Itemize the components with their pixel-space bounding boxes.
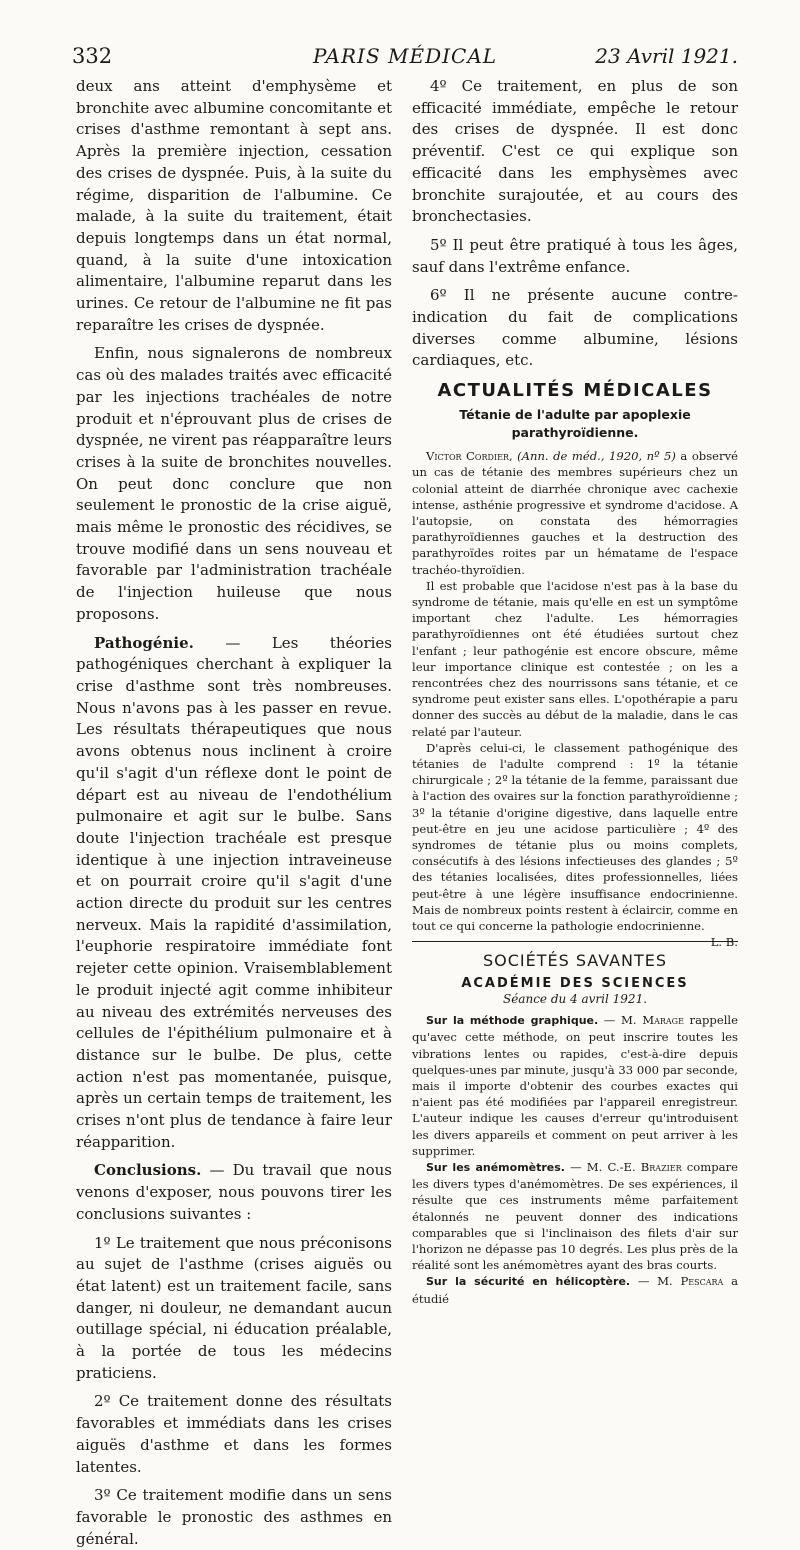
session-date: Séance du 4 avril 1921.	[502, 992, 648, 1007]
conclusion-4: 4º Ce traitement, en plus de son efficacité immédiate, empêche le retour des crises de dyspnée. Il est donc préventif. C'est ce qui explique son efficacité dans les emphysèmes avec bronchite surajoutée, et au cours des bronchectasies.	[412, 77, 738, 226]
section-heading-societes: SOCIÉTÉS SAVANTES	[482, 951, 668, 971]
conclusion-2: 2º Ce traitement donne des résultats favorables et immédiats dans les crises aiguës d'asthme et dans les formes latentes.	[76, 1392, 392, 1476]
paragraph-case-continued: deux ans atteint d'emphysème et bronchite avec albumine concomitante et crises d'asthme remontant à sept ans. Après la première injection, cessation des crises de dyspnée. Puis, à la suite du régime, disparition de l'albumine. Ce malade, à la suite du traitement, était depuis longtemps dans un état normal, quand, à la suite d'une intoxication alimentaire, l'albumine reparut dans les urines. Ce retour de l'albumine ne fit pas reparaître les crises de dyspnée.	[76, 77, 392, 334]
page-number: 332	[72, 44, 113, 68]
paragraph-recurrence: Enfin, nous signalerons de nombreux cas où des malades traités avec efficacité par les injections trachéales de notre produit et n'éprouvant plus de crises de dyspnée, ne virent pas réapparaître leurs crises à la suite de bronchites nouvelles. On peut donc conclure que non seulement le pronostic de la crise aiguë, mais même le pronostic des récidives, se trouve modifié dans un sens nouveau et favorable par l'administration trachéale de l'injection huileuse que nous proposons.	[76, 344, 392, 623]
article-signature: L. B.	[710, 935, 738, 950]
report-anemometers	[412, 1159, 738, 1273]
conclusion-5: 5º Il peut être pratiqué à tous les âges, sauf dans l'extrême enfance.	[412, 235, 738, 276]
author-brazier: C.-E. Brazier	[607, 1160, 682, 1175]
section-heading-actualites: ACTUALITÉS MÉDICALES	[437, 380, 713, 402]
report-text-anemometers: compare les divers types d'anémomètres. De ses expériences, il résulte que ces instruments même parfaitement étalonnés ne peuvent donner des indications comparables que si l'inclinaison des filets d'air sur l'horizon ne dépasse pas 10 degrés. Les plus près de la réalité sont les anémomètres ayant des bras courts.	[412, 1160, 738, 1273]
dash-text: — M.	[564, 1160, 608, 1175]
report-text-graphic-method: rappelle qu'avec cette méthode, on peut inscrire toutes les vibrations lentes ou rapides, c'est-à-dire depuis quelques-unes par minute, jusqu'à 33 000 par seconde, mais il importe d'obtenir des courbes exactes qui n'aient pas été modifiées par l'appareil enregistreur. L'auteur indique les causes d'erreur qu'introduisent les divers appareils et comment on peut arriver à les supprimer.	[412, 1013, 738, 1158]
article-title: Tétanie de l'adulte par apoplexie parathyroïdienne.	[459, 407, 691, 441]
article-reference: (Ann. de méd., 1920, nº 5)	[512, 449, 676, 464]
dash-text: — M.	[598, 1013, 643, 1028]
section-heading-conclusions: Conclusions.	[94, 1161, 202, 1180]
journal-title: PARIS MÉDICAL	[312, 44, 498, 68]
academy-heading: ACADÉMIE DES SCIENCES	[461, 976, 689, 992]
paragraph-conclusions	[76, 1160, 392, 1225]
report-heading-helicopter: Sur la sécurité en hélicoptère.	[426, 1275, 631, 1289]
article-paragraph-1	[412, 448, 738, 578]
article-author: Victor Cordier,	[426, 449, 513, 464]
conclusion-6: 6º Il ne présente aucune contre-indication du fait de complications diverses comme albumine, lésions cardiaques, etc.	[412, 286, 738, 370]
left-column	[76, 76, 392, 1550]
dash-text: — M.	[630, 1274, 681, 1289]
report-heading-graphic-method: Sur la méthode graphique.	[426, 1014, 599, 1028]
right-column	[412, 76, 738, 1307]
article-p1-text: a observé un cas de tétanie des membres supérieurs chez un colonial atteint de diarrhée chronique avec cachexie intense, asthénie progressive et syndrome d'acidose. A l'autopsie, on constata des hémorragies parathyroïdiennes gauches et la destruction des parathyroïdes roites par un hématame de l'espace trachéo-thyroïdien.	[412, 449, 738, 577]
conclusion-1: 1º Le traitement que nous préconisons au sujet de l'asthme (crises aiguës ou état latent) est un traitement facile, sans danger, ni douleur, ne demandant aucun outillage spécial, ni éducation préalable, à la portée de tous les médecins praticiens.	[76, 1233, 392, 1382]
author-pescara: Pescara	[680, 1274, 724, 1289]
article-paragraph-2: Il est probable que l'acidose n'est pas à la base du syndrome de tétanie, mais qu'elle en est un symptôme important chez l'adulte. Les hémorragies parathyroïdiennes ont été étudiées surtout chez l'enfant ; leur pathogénie est encore obscure, même leur importance clinique est contestée ; on les a rencontrées chez des nourrissons sans tétanie, et ce syndrome peut exister sans elles. L'opothérapie a paru donner des succès au début de la maladie, dans le cas relaté par l'auteur.	[412, 578, 738, 739]
conclusions-text: — Du travail que nous venons d'exposer, nous pouvons tirer les conclusions suivantes :	[76, 1161, 392, 1223]
author-marage: Marage	[642, 1013, 684, 1028]
page-header	[72, 44, 738, 74]
report-graphic-method	[412, 1012, 738, 1159]
pathogenie-text: — Les théories pathogéniques cherchant à expliquer la crise d'asthme sont très nombreuses. Nous n'avons pas à les passer en revue. Les résultats thérapeutiques que nous avons obtenus nous inclinent à croire qu'il s'agit d'un réflexe dont le point de départ est au niveau de l'endothélium pulmonaire et agit sur le bulbe. Sans doute l'injection trachéale est presque identique à une injection intraveineuse et on pourrait croire qu'il s'agit d'une action directe du produit sur les centres nerveux. Mais la rapidité d'assimilation, l'euphorie respiratoire immédiate font rejeter cette opinion. Vraisemblablement le produit injecté agit comme inhibiteur au niveau des extrémités nerveuses des cellules de l'épithélium pulmonaire et à distance sur le bulbe. De plus, cette action n'est pas momentanée, puisque, après un certain temps de traitement, les crises n'ont plus de tendance à faire leur réapparition.	[76, 633, 392, 1151]
section-divider	[412, 941, 738, 942]
conclusion-3: 3º Ce traitement modifie dans un sens favorable le pronostic des asthmes en général.	[76, 1486, 392, 1548]
article-paragraph-3	[412, 740, 738, 950]
section-heading-pathogenie: Pathogénie.	[94, 633, 194, 652]
article-p3-text: D'après celui-ci, le classement pathogénique des tétanies de l'adulte comprend : 1º la tétanie chirurgicale ; 2º la tétanie de la femme, paraissant due à l'action des ovaires sur la fonction parathyroïdienne ; 3º la tétanie d'origine digestive, dans laquelle entre peut-être en jeu une acidose particulière ; 4º des syndromes de tétanie plus ou moins complets, consécutifs à des lésions infectieuses des glandes ; 5º des tétanies localisées, dites professionnelles, liées peut-être à une légère insuffisance endocrinienne. Mais de nombreux points restent à éclaircir, comme en tout ce qui concerne la pathologie endocrinienne.	[412, 740, 738, 934]
paragraph-pathogenie	[76, 633, 392, 1154]
report-text-helicopter: a étudié	[412, 1274, 738, 1306]
issue-date: 23 Avril 1921.	[595, 44, 738, 68]
report-heading-anemometers: Sur les anémomètres.	[426, 1161, 565, 1175]
report-helicopter	[412, 1273, 738, 1306]
